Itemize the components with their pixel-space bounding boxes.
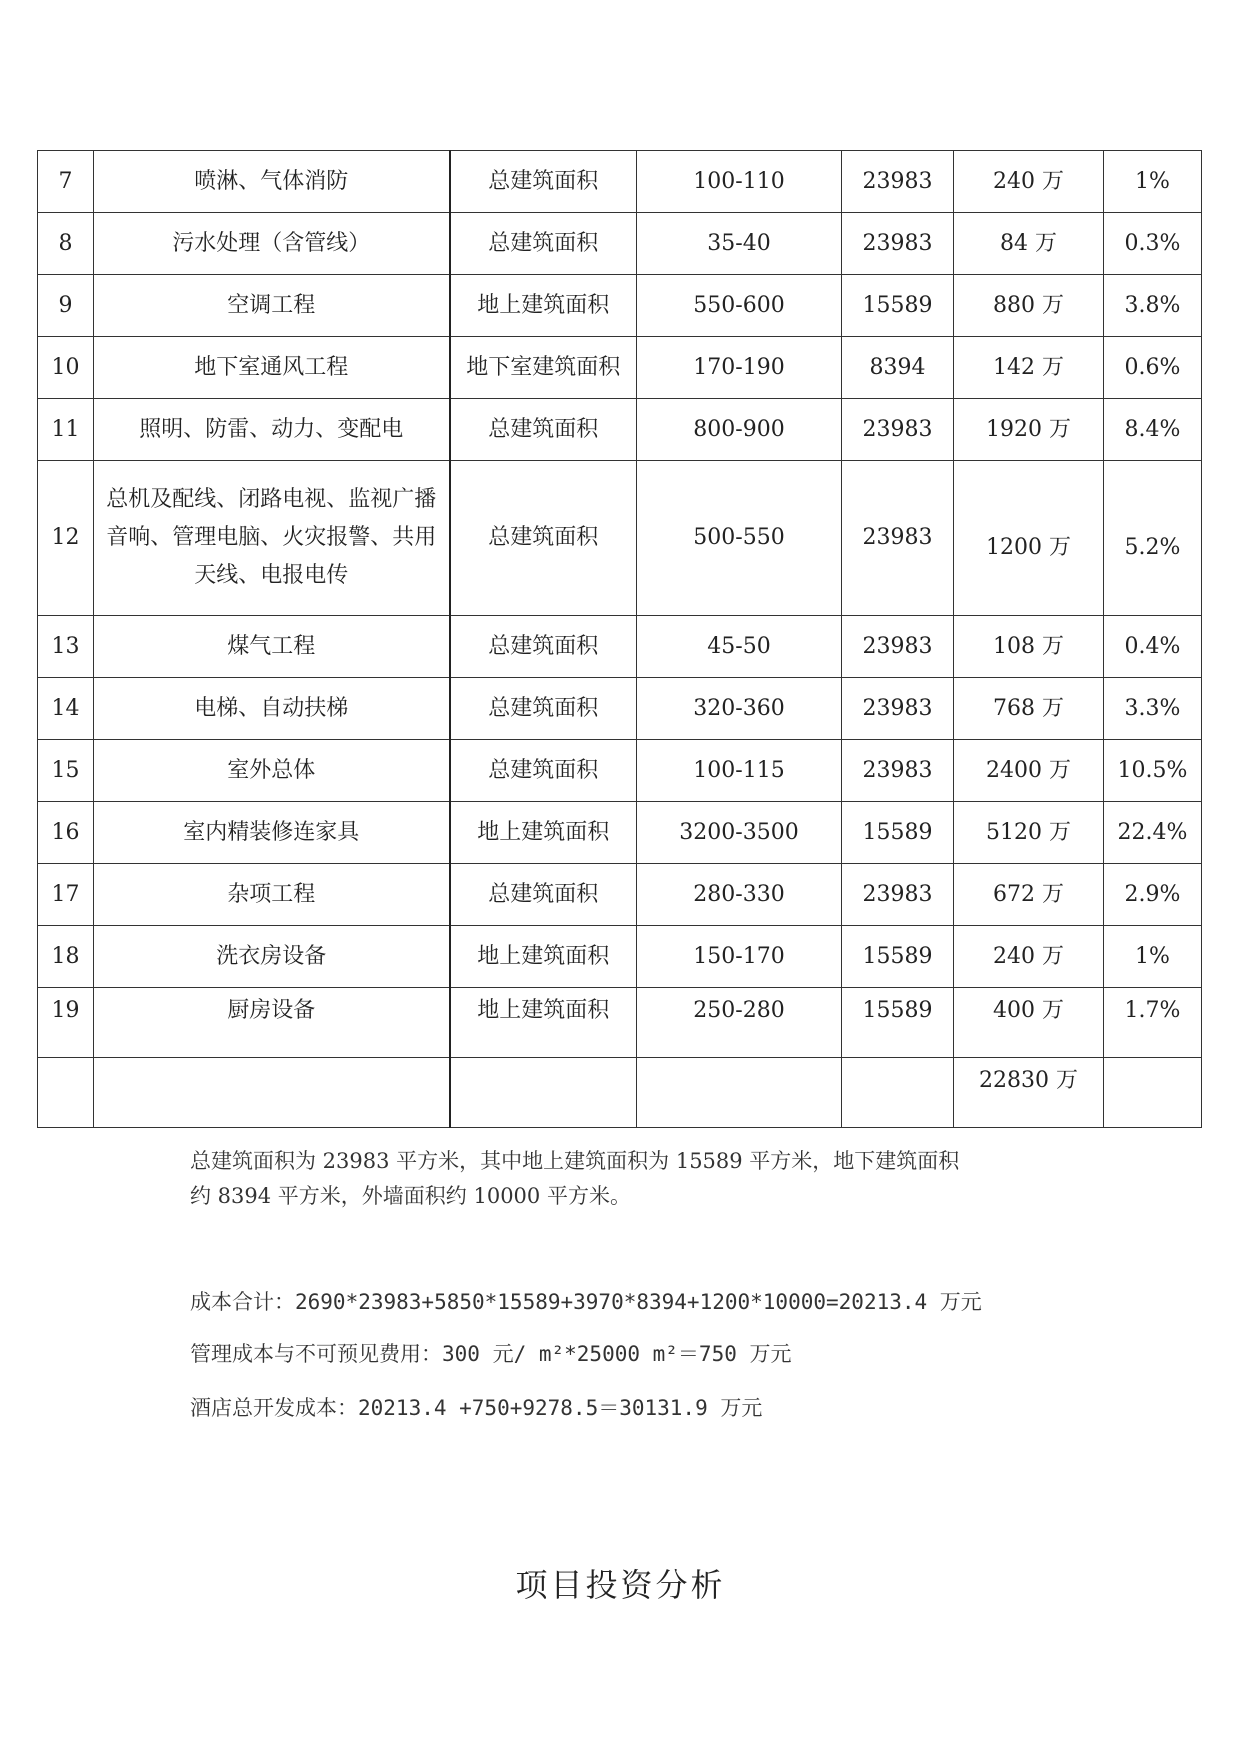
- total-amount: 22830 万: [954, 1058, 1104, 1128]
- area-basis: 总建筑面积: [450, 399, 637, 461]
- ratio: 1.7%: [1104, 988, 1202, 1058]
- area-value: 23983: [842, 740, 954, 802]
- cost-table: [37, 150, 1202, 1128]
- table-row: [38, 740, 1202, 802]
- ratio: 0.6%: [1104, 337, 1202, 399]
- cost-table-body: [38, 151, 1202, 1128]
- amount: 1200 万: [954, 461, 1104, 616]
- amount: 240 万: [954, 926, 1104, 988]
- row-number: 18: [38, 926, 94, 988]
- table-row: [38, 275, 1202, 337]
- area-value: 15589: [842, 926, 954, 988]
- item-name: 洗衣房设备: [94, 926, 450, 988]
- total-item: [94, 1058, 450, 1128]
- area-basis: 总建筑面积: [450, 213, 637, 275]
- amount: 2400 万: [954, 740, 1104, 802]
- table-row: [38, 926, 1202, 988]
- cost-total-formula: 成本合计：2690*23983+5850*15589+3970*8394+1200*10000=20213.4 万元: [190, 1290, 982, 1314]
- unit-price-range: 250-280: [637, 988, 842, 1058]
- amount: 880 万: [954, 275, 1104, 337]
- amount: 768 万: [954, 678, 1104, 740]
- table-row: [38, 213, 1202, 275]
- area-note-line-2: 约 8394 平方米，外墙面积约 10000 平方米。: [190, 1184, 631, 1208]
- area-basis: 总建筑面积: [450, 740, 637, 802]
- item-name: 室内精装修连家具: [94, 802, 450, 864]
- item-name: 电梯、自动扶梯: [94, 678, 450, 740]
- unit-price-range: 320-360: [637, 678, 842, 740]
- row-number: 19: [38, 988, 94, 1058]
- amount: 5120 万: [954, 802, 1104, 864]
- amount: 240 万: [954, 151, 1104, 213]
- table-row: [38, 988, 1202, 1058]
- area-note: [190, 1144, 1070, 1214]
- ratio: 1%: [1104, 151, 1202, 213]
- table-row: [38, 461, 1202, 616]
- area-basis: 地上建筑面积: [450, 802, 637, 864]
- item-name: 厨房设备: [94, 988, 450, 1058]
- ratio: 2.9%: [1104, 864, 1202, 926]
- table-row: [38, 151, 1202, 213]
- row-number: 8: [38, 213, 94, 275]
- area-value: 23983: [842, 399, 954, 461]
- item-name: 照明、防雷、动力、变配电: [94, 399, 450, 461]
- amount: 108 万: [954, 616, 1104, 678]
- amount: 84 万: [954, 213, 1104, 275]
- area-value: 15589: [842, 802, 954, 864]
- ratio: 0.4%: [1104, 616, 1202, 678]
- row-number: 15: [38, 740, 94, 802]
- item-name: 室外总体: [94, 740, 450, 802]
- ratio: 3.3%: [1104, 678, 1202, 740]
- unit-price-range: 100-115: [637, 740, 842, 802]
- ratio: 3.8%: [1104, 275, 1202, 337]
- unit-price-range: 3200-3500: [637, 802, 842, 864]
- total-row: [38, 1058, 1202, 1128]
- amount: 672 万: [954, 864, 1104, 926]
- area-value: 23983: [842, 864, 954, 926]
- area-basis: 地下室建筑面积: [450, 337, 637, 399]
- unit-price-range: 35-40: [637, 213, 842, 275]
- table-row: [38, 678, 1202, 740]
- table-row: [38, 802, 1202, 864]
- section-heading: 项目投资分析: [515, 1566, 726, 1604]
- management-cost-formula: 管理成本与不可预见费用：300 元/ m²*25000 m²＝750 万元: [190, 1342, 792, 1366]
- item-name: 污水处理（含管线）: [94, 213, 450, 275]
- row-number: 16: [38, 802, 94, 864]
- area-basis: 地上建筑面积: [450, 926, 637, 988]
- area-value: 15589: [842, 988, 954, 1058]
- row-number: 7: [38, 151, 94, 213]
- ratio: 5.2%: [1104, 461, 1202, 616]
- row-number: 9: [38, 275, 94, 337]
- amount: 400 万: [954, 988, 1104, 1058]
- area-value: 23983: [842, 151, 954, 213]
- row-number: 14: [38, 678, 94, 740]
- area-basis: 总建筑面积: [450, 864, 637, 926]
- unit-price-range: 280-330: [637, 864, 842, 926]
- unit-price-range: 100-110: [637, 151, 842, 213]
- area-value: 23983: [842, 461, 954, 616]
- total-row-number: [38, 1058, 94, 1128]
- row-number: 10: [38, 337, 94, 399]
- total-area: [842, 1058, 954, 1128]
- item-name: 杂项工程: [94, 864, 450, 926]
- item-name: 喷淋、气体消防: [94, 151, 450, 213]
- area-basis: 总建筑面积: [450, 461, 637, 616]
- area-value: 23983: [842, 616, 954, 678]
- area-basis: 总建筑面积: [450, 151, 637, 213]
- table-row: [38, 616, 1202, 678]
- unit-price-range: 170-190: [637, 337, 842, 399]
- item-name: 空调工程: [94, 275, 450, 337]
- unit-price-range: 550-600: [637, 275, 842, 337]
- area-note-line-1: 总建筑面积为 23983 平方米，其中地上建筑面积为 15589 平方米，地下建筑面积: [190, 1149, 960, 1173]
- total-ratio: [1104, 1058, 1202, 1128]
- area-value: 15589: [842, 275, 954, 337]
- ratio: 10.5%: [1104, 740, 1202, 802]
- area-basis: 地上建筑面积: [450, 275, 637, 337]
- unit-price-range: 800-900: [637, 399, 842, 461]
- ratio: 8.4%: [1104, 399, 1202, 461]
- ratio: 1%: [1104, 926, 1202, 988]
- area-basis: 总建筑面积: [450, 616, 637, 678]
- unit-price-range: 150-170: [637, 926, 842, 988]
- table-row: [38, 399, 1202, 461]
- table-row: [38, 337, 1202, 399]
- hotel-total-cost-formula: 酒店总开发成本：20213.4 +750+9278.5＝30131.9 万元: [190, 1396, 763, 1420]
- table-row: [38, 864, 1202, 926]
- row-number: 12: [38, 461, 94, 616]
- total-unit-price: [637, 1058, 842, 1128]
- area-basis: 总建筑面积: [450, 678, 637, 740]
- unit-price-range: 500-550: [637, 461, 842, 616]
- area-basis: 地上建筑面积: [450, 988, 637, 1058]
- row-number: 17: [38, 864, 94, 926]
- unit-price-range: 45-50: [637, 616, 842, 678]
- amount: 142 万: [954, 337, 1104, 399]
- amount: 1920 万: [954, 399, 1104, 461]
- ratio: 0.3%: [1104, 213, 1202, 275]
- area-value: 23983: [842, 213, 954, 275]
- area-value: 23983: [842, 678, 954, 740]
- item-name: 煤气工程: [94, 616, 450, 678]
- row-number: 13: [38, 616, 94, 678]
- area-value: 8394: [842, 337, 954, 399]
- total-basis: [450, 1058, 637, 1128]
- item-name: 总机及配线、闭路电视、监视广播音响、管理电脑、火灾报警、共用天线、电报电传: [94, 461, 450, 616]
- ratio: 22.4%: [1104, 802, 1202, 864]
- row-number: 11: [38, 399, 94, 461]
- item-name: 地下室通风工程: [94, 337, 450, 399]
